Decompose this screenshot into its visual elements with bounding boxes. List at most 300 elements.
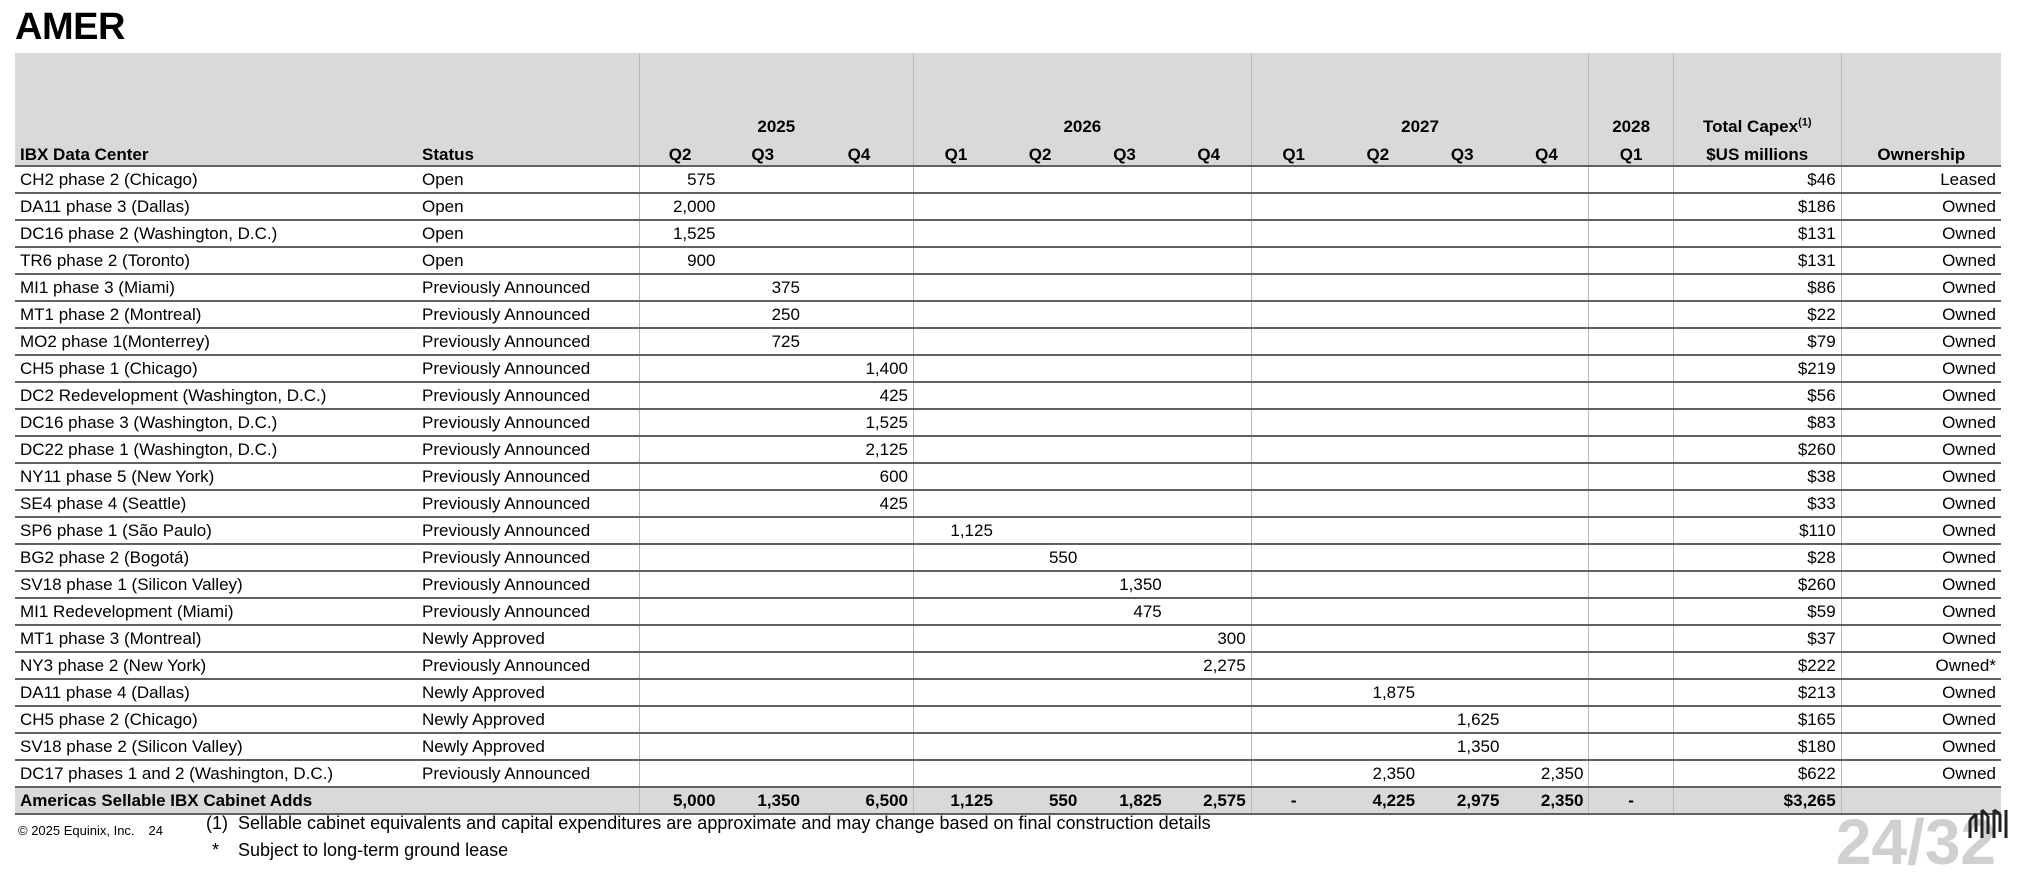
- quarter-cell: [998, 733, 1082, 760]
- quarter-cell: [721, 193, 805, 220]
- quarter-cell: [1082, 706, 1166, 733]
- col-header-quarter: Q1: [914, 139, 998, 166]
- quarter-cell: [914, 355, 998, 382]
- quarter-cell: [805, 301, 914, 328]
- quarter-cell: [998, 193, 1082, 220]
- quarter-cell: [639, 625, 720, 652]
- quarter-cell: [721, 247, 805, 274]
- quarter-cell: [1504, 679, 1588, 706]
- quarter-cell: [998, 166, 1082, 193]
- ownership-cell: Owned: [1841, 679, 2001, 706]
- quarter-cell: [1504, 598, 1588, 625]
- quarter-cell: [805, 247, 914, 274]
- quarter-cell: [1504, 490, 1588, 517]
- table-row: [15, 706, 2001, 733]
- table-row: [15, 382, 2001, 409]
- quarter-cell: [1167, 382, 1251, 409]
- status-cell: Previously Announced: [417, 328, 639, 355]
- quarter-cell: [1504, 625, 1588, 652]
- quarter-cell: [1336, 247, 1420, 274]
- quarter-cell: [1251, 679, 1335, 706]
- quarter-cell: 900: [639, 247, 720, 274]
- quarter-cell: [1420, 382, 1504, 409]
- quarter-cell: [998, 301, 1082, 328]
- quarter-cell: 2,125: [805, 436, 914, 463]
- table-row: [15, 301, 2001, 328]
- total-quarter-cell: 6,500: [805, 787, 914, 814]
- quarter-cell: [1082, 274, 1166, 301]
- quarter-cell: [805, 328, 914, 355]
- quarter-cell: [1082, 166, 1166, 193]
- quarter-cell: [1082, 733, 1166, 760]
- quarter-cell: [639, 463, 720, 490]
- quarter-cell: [1082, 652, 1166, 679]
- quarter-cell: 300: [1167, 625, 1251, 652]
- quarter-cell: [639, 760, 720, 787]
- quarter-cell: [1589, 166, 1673, 193]
- capex-cell: $622: [1673, 760, 1841, 787]
- quarter-cell: [1504, 274, 1588, 301]
- quarter-cell: [639, 328, 720, 355]
- year-header-2028: 2028: [1589, 53, 1673, 139]
- quarter-cell: [1251, 490, 1335, 517]
- quarter-cell: [639, 517, 720, 544]
- year-header-2026: 2026: [914, 53, 1252, 139]
- data-center-table: [15, 53, 2001, 815]
- quarter-cell: [1082, 436, 1166, 463]
- ownership-cell: Owned: [1841, 193, 2001, 220]
- status-cell: Open: [417, 166, 639, 193]
- quarter-cell: 1,350: [1082, 571, 1166, 598]
- ownership-cell: Owned: [1841, 436, 2001, 463]
- quarter-cell: [914, 706, 998, 733]
- quarter-cell: [805, 571, 914, 598]
- quarter-cell: [805, 166, 914, 193]
- quarter-cell: [1589, 220, 1673, 247]
- capex-cell: $222: [1673, 652, 1841, 679]
- quarter-cell: [998, 409, 1082, 436]
- quarter-cell: [1082, 301, 1166, 328]
- quarter-cell: [1082, 625, 1166, 652]
- quarter-cell: [721, 544, 805, 571]
- table-row: [15, 652, 2001, 679]
- quarter-cell: [639, 706, 720, 733]
- capex-cell: $165: [1673, 706, 1841, 733]
- copyright-line: [18, 823, 163, 838]
- ownership-cell: Owned: [1841, 274, 2001, 301]
- footnote-2-marker: *: [212, 840, 220, 860]
- quarter-cell: 375: [721, 274, 805, 301]
- capex-cell: $86: [1673, 274, 1841, 301]
- quarter-cell: [805, 760, 914, 787]
- capex-cell: $213: [1673, 679, 1841, 706]
- quarter-cell: [914, 463, 998, 490]
- quarter-cell: 250: [721, 301, 805, 328]
- quarter-cell: [1336, 463, 1420, 490]
- total-capex: $3,265: [1673, 787, 1841, 814]
- status-cell: Previously Announced: [417, 436, 639, 463]
- status-cell: Previously Announced: [417, 652, 639, 679]
- status-cell: Previously Announced: [417, 517, 639, 544]
- quarter-cell: [1420, 760, 1504, 787]
- quarter-cell: 2,350: [1504, 760, 1588, 787]
- quarter-cell: [1420, 436, 1504, 463]
- quarter-cell: [1420, 679, 1504, 706]
- table-row: [15, 220, 2001, 247]
- total-quarter-cell: 2,575: [1167, 787, 1251, 814]
- ownership-cell: Owned: [1841, 625, 2001, 652]
- quarter-cell: [1251, 436, 1335, 463]
- col-header-quarter: Q4: [1504, 139, 1588, 166]
- quarter-cell: [639, 274, 720, 301]
- quarter-cell: [1336, 301, 1420, 328]
- capex-cell: $219: [1673, 355, 1841, 382]
- quarter-cell: [1336, 706, 1420, 733]
- quarter-cell: 2,000: [639, 193, 720, 220]
- quarter-cell: [1251, 166, 1335, 193]
- quarter-cell: [1167, 355, 1251, 382]
- table-body: [15, 166, 2001, 787]
- ownership-cell: Owned*: [1841, 652, 2001, 679]
- quarter-cell: [998, 220, 1082, 247]
- quarter-cell: [998, 625, 1082, 652]
- quarter-cell: [639, 436, 720, 463]
- quarter-cell: [1082, 517, 1166, 544]
- quarter-cell: [1251, 274, 1335, 301]
- quarter-cell: [1589, 733, 1673, 760]
- quarter-cell: [1420, 247, 1504, 274]
- quarter-cell: [1336, 490, 1420, 517]
- quarter-cell: [1589, 679, 1673, 706]
- quarter-cell: [639, 571, 720, 598]
- total-quarter-cell: -: [1251, 787, 1335, 814]
- quarter-cell: [998, 490, 1082, 517]
- quarter-cell: [1336, 517, 1420, 544]
- status-cell: Previously Announced: [417, 274, 639, 301]
- quarter-cell: [1251, 517, 1335, 544]
- quarter-cell: [1504, 193, 1588, 220]
- status-cell: Previously Announced: [417, 598, 639, 625]
- quarter-cell: [1420, 193, 1504, 220]
- col-header-ownership: Ownership: [1841, 139, 2001, 166]
- quarter-cell: [914, 679, 998, 706]
- quarter-cell: [639, 544, 720, 571]
- quarter-cell: [1504, 733, 1588, 760]
- quarter-cell: [998, 247, 1082, 274]
- quarter-cell: [805, 220, 914, 247]
- header-spacer: [1841, 53, 2001, 139]
- quarter-cell: [639, 679, 720, 706]
- table-row: [15, 679, 2001, 706]
- quarter-cell: [914, 193, 998, 220]
- col-header-quarter: Q3: [1420, 139, 1504, 166]
- quarter-cell: [1504, 166, 1588, 193]
- ownership-cell: Owned: [1841, 382, 2001, 409]
- quarter-cell: [998, 517, 1082, 544]
- quarter-cell: [914, 490, 998, 517]
- quarter-cell: [721, 220, 805, 247]
- quarter-cell: [1504, 463, 1588, 490]
- capex-cell: $110: [1673, 517, 1841, 544]
- quarter-cell: [1082, 679, 1166, 706]
- quarter-cell: [914, 274, 998, 301]
- data-center-name: SP6 phase 1 (São Paulo): [15, 517, 417, 544]
- col-header-quarter: Q2: [998, 139, 1082, 166]
- quarter-cell: [1589, 625, 1673, 652]
- quarter-cell: [721, 598, 805, 625]
- data-center-name: CH2 phase 2 (Chicago): [15, 166, 417, 193]
- capex-cell: $38: [1673, 463, 1841, 490]
- quarter-cell: [1589, 760, 1673, 787]
- quarter-cell: [639, 598, 720, 625]
- quarter-cell: [1082, 247, 1166, 274]
- quarter-cell: [1589, 598, 1673, 625]
- header-spacer: [417, 53, 639, 139]
- quarter-cell: [1167, 544, 1251, 571]
- quarter-cell: [1504, 571, 1588, 598]
- quarter-cell: [639, 355, 720, 382]
- status-cell: Open: [417, 247, 639, 274]
- quarter-cell: [1167, 247, 1251, 274]
- quarter-cell: [1589, 409, 1673, 436]
- ownership-cell: Owned: [1841, 301, 2001, 328]
- table-row: [15, 517, 2001, 544]
- quarter-cell: [1167, 409, 1251, 436]
- quarter-cell: [1589, 193, 1673, 220]
- total-quarter-cell: 550: [998, 787, 1082, 814]
- quarter-cell: [1167, 301, 1251, 328]
- data-center-name: NY11 phase 5 (New York): [15, 463, 417, 490]
- capex-cell: $260: [1673, 571, 1841, 598]
- table-row: [15, 193, 2001, 220]
- quarter-cell: [1082, 382, 1166, 409]
- quarter-cell: 575: [639, 166, 720, 193]
- quarter-cell: [805, 706, 914, 733]
- quarter-cell: [805, 517, 914, 544]
- quarter-cell: [1251, 463, 1335, 490]
- quarter-cell: [1251, 301, 1335, 328]
- status-cell: Open: [417, 220, 639, 247]
- status-cell: Previously Announced: [417, 301, 639, 328]
- quarter-cell: [1167, 733, 1251, 760]
- quarter-cell: [1504, 220, 1588, 247]
- capex-cell: $33: [1673, 490, 1841, 517]
- ownership-cell: Leased: [1841, 166, 2001, 193]
- total-quarter-cell: 1,125: [914, 787, 998, 814]
- quarter-cell: 2,275: [1167, 652, 1251, 679]
- data-center-name: MO2 phase 1(Monterrey): [15, 328, 417, 355]
- table-row: [15, 247, 2001, 274]
- quarter-cell: [1082, 328, 1166, 355]
- quarter-cell: [1589, 652, 1673, 679]
- quarter-cell: [1589, 463, 1673, 490]
- quarter-cell: [1167, 274, 1251, 301]
- page-title: AMER: [15, 6, 125, 48]
- table-row: [15, 328, 2001, 355]
- ownership-cell: Owned: [1841, 706, 2001, 733]
- quarter-cell: 600: [805, 463, 914, 490]
- quarter-cell: [805, 544, 914, 571]
- quarter-cell: [914, 220, 998, 247]
- quarter-cell: [1167, 706, 1251, 733]
- quarter-cell: [1420, 355, 1504, 382]
- data-center-name: CH5 phase 1 (Chicago): [15, 355, 417, 382]
- quarter-cell: [721, 166, 805, 193]
- capex-footnote-marker: (1): [1798, 116, 1812, 129]
- quarter-cell: [721, 571, 805, 598]
- total-quarter-cell: 5,000: [639, 787, 720, 814]
- quarter-cell: [639, 490, 720, 517]
- table-row: [15, 490, 2001, 517]
- capex-cell: $131: [1673, 220, 1841, 247]
- ownership-cell: Owned: [1841, 328, 2001, 355]
- status-cell: Previously Announced: [417, 409, 639, 436]
- data-center-name: MT1 phase 3 (Montreal): [15, 625, 417, 652]
- data-center-name: DC2 Redevelopment (Washington, D.C.): [15, 382, 417, 409]
- equinix-logo-icon: [1968, 808, 2012, 842]
- quarter-cell: [1251, 382, 1335, 409]
- quarter-cell: [1504, 301, 1588, 328]
- table-row: [15, 463, 2001, 490]
- quarter-cell: [998, 355, 1082, 382]
- col-header-quarter: Q1: [1251, 139, 1335, 166]
- quarter-cell: [721, 355, 805, 382]
- page-number: 24: [148, 823, 164, 838]
- ownership-cell: Owned: [1841, 409, 2001, 436]
- quarter-cell: [1336, 382, 1420, 409]
- capex-cell: $83: [1673, 409, 1841, 436]
- col-header-status: Status: [417, 139, 639, 166]
- quarter-cell: [1589, 301, 1673, 328]
- quarter-cell: [914, 166, 998, 193]
- quarter-cell: [721, 706, 805, 733]
- quarter-cell: 1,525: [639, 220, 720, 247]
- footnote-1-text: Sellable cabinet equivalents and capital expenditures are approximate and may change based on final construction details: [238, 813, 1211, 833]
- quarter-cell: [1251, 598, 1335, 625]
- quarter-cell: [1504, 652, 1588, 679]
- quarter-cell: [1336, 571, 1420, 598]
- quarter-cell: 1,525: [805, 409, 914, 436]
- capex-cell: $28: [1673, 544, 1841, 571]
- status-cell: Newly Approved: [417, 679, 639, 706]
- quarter-cell: [1167, 463, 1251, 490]
- quarter-cell: 425: [805, 490, 914, 517]
- capex-cell: $46: [1673, 166, 1841, 193]
- quarter-cell: [914, 598, 998, 625]
- capex-header-title: [1673, 53, 1841, 139]
- quarter-cell: [1167, 760, 1251, 787]
- col-header-quarter: Q3: [1082, 139, 1166, 166]
- year-header-row: [15, 53, 2001, 139]
- quarter-cell: [914, 571, 998, 598]
- quarter-cell: [1251, 328, 1335, 355]
- capex-cell: $180: [1673, 733, 1841, 760]
- quarter-cell: [1336, 544, 1420, 571]
- quarter-cell: [1082, 409, 1166, 436]
- capex-cell: $56: [1673, 382, 1841, 409]
- quarter-cell: [805, 679, 914, 706]
- data-center-name: DC16 phase 2 (Washington, D.C.): [15, 220, 417, 247]
- quarter-cell: [1251, 652, 1335, 679]
- quarter-cell: 1,625: [1420, 706, 1504, 733]
- quarter-cell: [1167, 679, 1251, 706]
- quarter-cell: [721, 517, 805, 544]
- quarter-cell: [805, 625, 914, 652]
- table-row: [15, 625, 2001, 652]
- quarter-cell: 425: [805, 382, 914, 409]
- quarter-cell: [805, 274, 914, 301]
- capex-cell: $79: [1673, 328, 1841, 355]
- quarter-cell: [721, 409, 805, 436]
- quarter-cell: [1420, 409, 1504, 436]
- quarter-cell: [805, 193, 914, 220]
- quarter-cell: [998, 274, 1082, 301]
- quarter-cell: [1504, 247, 1588, 274]
- quarter-cell: [1504, 436, 1588, 463]
- footnote-2: [206, 840, 508, 861]
- quarter-cell: [998, 571, 1082, 598]
- quarter-cell: [1420, 274, 1504, 301]
- quarter-cell: 1,400: [805, 355, 914, 382]
- quarter-cell: [1420, 652, 1504, 679]
- quarter-cell: [639, 301, 720, 328]
- quarter-cell: [998, 652, 1082, 679]
- quarter-cell: [639, 733, 720, 760]
- data-center-name: SV18 phase 2 (Silicon Valley): [15, 733, 417, 760]
- quarter-cell: [721, 733, 805, 760]
- quarter-cell: [1251, 625, 1335, 652]
- copyright-text: © 2025 Equinix, Inc.: [18, 823, 135, 838]
- quarter-cell: [998, 328, 1082, 355]
- quarter-cell: [1167, 571, 1251, 598]
- quarter-cell: [1420, 517, 1504, 544]
- quarter-cell: [1589, 355, 1673, 382]
- quarter-cell: [998, 760, 1082, 787]
- status-cell: Newly Approved: [417, 733, 639, 760]
- quarter-cell: [1336, 409, 1420, 436]
- quarter-cell: [1167, 517, 1251, 544]
- ownership-cell: Owned: [1841, 463, 2001, 490]
- quarter-cell: [1589, 517, 1673, 544]
- quarter-cell: [1251, 571, 1335, 598]
- quarter-cell: [998, 436, 1082, 463]
- quarter-cell: [639, 652, 720, 679]
- table-row: [15, 544, 2001, 571]
- capex-cell: $37: [1673, 625, 1841, 652]
- quarter-cell: [1336, 274, 1420, 301]
- quarter-cell: [1167, 220, 1251, 247]
- quarter-cell: 550: [998, 544, 1082, 571]
- quarter-cell: [914, 409, 998, 436]
- status-cell: Previously Announced: [417, 355, 639, 382]
- table-row: [15, 760, 2001, 787]
- data-center-name: NY3 phase 2 (New York): [15, 652, 417, 679]
- quarter-cell: [1251, 706, 1335, 733]
- quarter-cell: [1336, 733, 1420, 760]
- quarter-cell: [1251, 733, 1335, 760]
- quarter-cell: [1420, 463, 1504, 490]
- table-row: [15, 598, 2001, 625]
- quarter-cell: [1420, 166, 1504, 193]
- quarter-cell: [1167, 328, 1251, 355]
- quarter-cell: [1589, 382, 1673, 409]
- col-header-quarter: Q3: [721, 139, 805, 166]
- table-row: [15, 436, 2001, 463]
- quarter-cell: [1589, 328, 1673, 355]
- quarter-cell: [914, 328, 998, 355]
- ownership-cell: Owned: [1841, 598, 2001, 625]
- quarter-cell: [1504, 706, 1588, 733]
